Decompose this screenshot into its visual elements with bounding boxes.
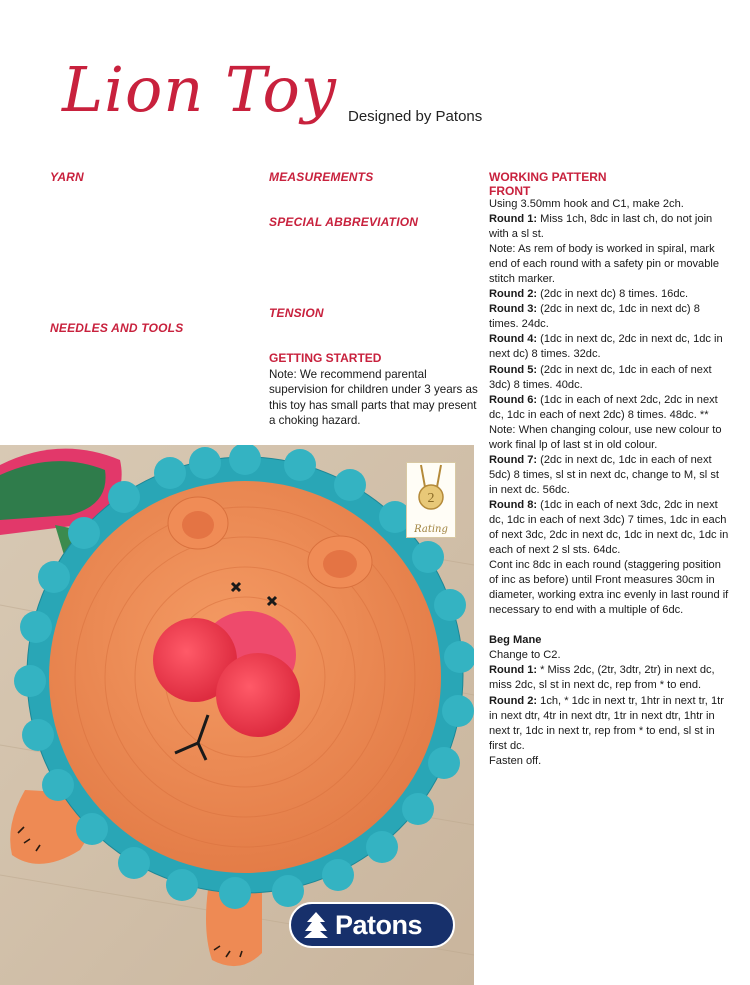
rating-value: 2 (427, 491, 435, 506)
pattern-line (489, 694, 729, 754)
heading-special-abbreviation: SPECIAL ABBREVIATION (269, 215, 419, 229)
heading-tension: TENSION (269, 306, 324, 320)
pattern-line (489, 393, 729, 423)
heading-yarn: YARN (50, 170, 84, 184)
round-label: Round 1: (489, 213, 538, 226)
beg-mane-instructions (489, 648, 729, 768)
round-label: Round 7: (489, 453, 538, 466)
pattern-instructions (489, 197, 729, 618)
round-label: Round 5: (489, 363, 538, 376)
instruction-text: (2dc in next dc, 1dc in next dc) 8 times. 24dc. (489, 303, 700, 331)
pattern-line (489, 558, 729, 618)
heading-getting-started: GETTING STARTED (269, 351, 382, 365)
pattern-line (489, 423, 729, 453)
heading-front: FRONT (489, 184, 531, 198)
instruction-text: (1dc in next dc, 2dc in next dc, 1dc in next dc) 8 times. 32dc. (489, 333, 723, 361)
round-label: Round 2: (489, 694, 538, 707)
heading-needles-tools: NEEDLES AND TOOLS (50, 321, 184, 335)
rating-pin-icon (407, 463, 455, 519)
pattern-line (489, 754, 729, 769)
pattern-line (489, 453, 729, 498)
pattern-line (489, 663, 729, 693)
heading-measurements: MEASUREMENTS (269, 170, 374, 184)
instruction-text: 1ch, * 1dc in next tr, 1htr in next tr, 1tr in next dtr, 4tr in next dtr, 1tr in next dtr, 1htr in next tr, 1dc in next tr, rep from * to end, sl st in first dc. (489, 694, 724, 752)
instruction-text: Cont inc 8dc in each round (staggering position of inc as before) until Front measures 30cm in diameter, working extra inc evenly in last round if necessary to end with a multiple of 6dc. (489, 559, 729, 617)
instruction-text: (2dc in next dc) 8 times. 16dc. (537, 288, 689, 301)
instruction-text: * Miss 2dc, (2tr, 3dtr, 2tr) in next dc, miss 2dc, sl st in next dc, rep from * to end. (489, 664, 715, 692)
round-label: Round 8: (489, 498, 538, 511)
instruction-text: Note: As rem of body is worked in spiral, mark end of each round with a safety pin or movable stitch marker. (489, 243, 720, 286)
round-label: Round 6: (489, 393, 538, 406)
patons-logo-text: Patons (335, 910, 423, 940)
instruction-text: Fasten off. (489, 754, 542, 767)
patons-tree-icon (301, 910, 331, 940)
patons-logo (289, 902, 455, 948)
instruction-text: Using 3.50mm hook and C1, make 2ch. (489, 198, 684, 210)
pattern-line (489, 648, 729, 663)
page-title: Lion Toy (62, 53, 337, 126)
pattern-line (489, 197, 729, 212)
rating-badge (406, 462, 456, 538)
pattern-line (489, 332, 729, 362)
instruction-text: (1dc in each of next 3dc, 2dc in next dc, 1dc in each of next 3dc) 7 times, 1dc in each of next 3dc, 2dc in next dc, 1dc in next dc, 1dc in each of next 2 sl sts. 64dc. (489, 498, 729, 557)
designer-credit: Designed by Patons (348, 108, 483, 125)
instruction-text: (2dc in next dc, 1dc in each of next 5dc) 8 times, sl st in next dc, change to M, sl st in next dc. 56dc. (489, 453, 719, 496)
heading-working-pattern: WORKING PATTERN (489, 170, 607, 184)
instruction-text: Change to C2. (489, 649, 561, 662)
instruction-text: (1dc in each of next 2dc, 2dc in next dc, 1dc in each of next 2dc) 8 times. 48dc. ** (489, 393, 718, 421)
instruction-text: (2dc in next dc, 1dc in each of next 3dc) 8 times. 40dc. (489, 363, 712, 391)
instruction-text: Miss 1ch, 8dc in last ch, do not join with a sl st. (489, 213, 713, 241)
beg-mane-heading: Beg Mane (489, 634, 542, 647)
pattern-line (489, 363, 729, 393)
pattern-line (489, 242, 729, 287)
instruction-text: Note: When changing colour, use new colour to work final lp of last st in old colour. (489, 423, 722, 451)
rating-label: Rating (414, 524, 448, 535)
pattern-line (489, 498, 729, 558)
round-label: Round 4: (489, 333, 538, 346)
getting-started-note: Note: We recommend parental supervision for children under 3 years as this toy has small parts that may present a choking hazard. (269, 368, 478, 427)
round-label: Round 3: (489, 303, 538, 316)
pattern-line (489, 287, 729, 302)
pattern-column (489, 197, 729, 769)
round-label: Round 1: (489, 664, 538, 677)
pattern-line (489, 302, 729, 332)
pattern-line (489, 212, 729, 242)
round-label: Round 2: (489, 288, 538, 301)
